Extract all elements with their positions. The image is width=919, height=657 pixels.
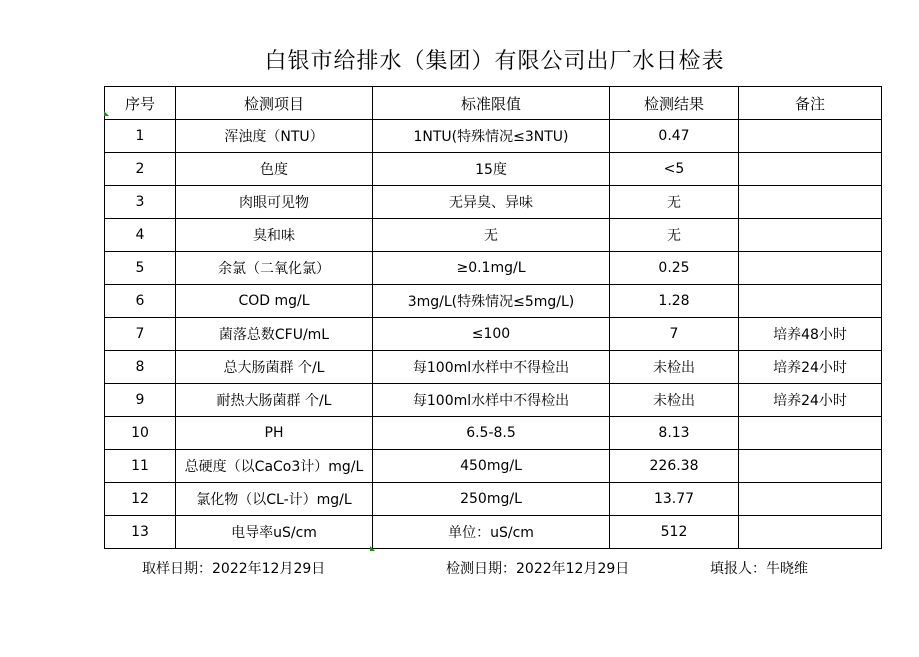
- page-title: 白银市给排水（集团）有限公司出厂水日检表: [264, 49, 725, 74]
- cell-item: 余氯（二氧化氯）: [176, 252, 373, 285]
- cell-remark: 培养48小时: [739, 318, 882, 351]
- inspection-table: [104, 86, 882, 549]
- table-row: [105, 252, 882, 285]
- cell-remark: [739, 483, 882, 516]
- cell-standard: 6.5-8.5: [373, 417, 610, 450]
- cell-item: 电导率uS/cm: [176, 516, 373, 549]
- header-item: 检测项目: [176, 87, 373, 120]
- table-body: [105, 120, 882, 549]
- header-index: 序号: [105, 87, 176, 120]
- cell-standard: 1NTU(特殊情况≤3NTU): [373, 120, 610, 153]
- cell-standard: 450mg/L: [373, 450, 610, 483]
- test-date: 检测日期：2022年12月29日: [446, 561, 630, 577]
- cell-marker-icon: [370, 546, 375, 551]
- table-row: [105, 186, 882, 219]
- cell-index: 6: [105, 285, 176, 318]
- cell-remark: [739, 252, 882, 285]
- cell-remark: 培养24小时: [739, 384, 882, 417]
- cell-remark: [739, 120, 882, 153]
- cell-item: 色度: [176, 153, 373, 186]
- table-row: [105, 351, 882, 384]
- cell-standard: 15度: [373, 153, 610, 186]
- cell-standard: 每100ml水样中不得检出: [373, 351, 610, 384]
- cell-remark: [739, 516, 882, 549]
- cell-result: 8.13: [610, 417, 739, 450]
- cell-remark: 培养24小时: [739, 351, 882, 384]
- cell-standard: 无异臭、异味: [373, 186, 610, 219]
- cell-remark: [739, 417, 882, 450]
- cell-standard: 3mg/L(特殊情况≤5mg/L): [373, 285, 610, 318]
- cell-result: 512: [610, 516, 739, 549]
- cell-item: 总大肠菌群 个/L: [176, 351, 373, 384]
- table-row: [105, 285, 882, 318]
- table-row: [105, 318, 882, 351]
- cell-item: 氯化物（以CL-计）mg/L: [176, 483, 373, 516]
- cell-item: 菌落总数CFU/mL: [176, 318, 373, 351]
- cell-standard: 250mg/L: [373, 483, 610, 516]
- cell-result: 无: [610, 219, 739, 252]
- cell-index: 3: [105, 186, 176, 219]
- cell-standard: 无: [373, 219, 610, 252]
- table-row: [105, 450, 882, 483]
- cell-index: 11: [105, 450, 176, 483]
- table-row: [105, 120, 882, 153]
- cell-item: 浑浊度（NTU）: [176, 120, 373, 153]
- cell-remark: [739, 153, 882, 186]
- cell-standard: 单位：uS/cm: [373, 516, 610, 549]
- cell-standard: ≥0.1mg/L: [373, 252, 610, 285]
- cell-remark: [739, 450, 882, 483]
- cell-index: 12: [105, 483, 176, 516]
- cell-index: 5: [105, 252, 176, 285]
- table-row: [105, 516, 882, 549]
- cell-remark: [739, 219, 882, 252]
- cell-index: 8: [105, 351, 176, 384]
- table-header-row: [105, 87, 882, 120]
- header-standard: 标准限值: [373, 87, 610, 120]
- cell-remark: [739, 285, 882, 318]
- cell-index: 7: [105, 318, 176, 351]
- cell-result: 13.77: [610, 483, 739, 516]
- cell-item: 肉眼可见物: [176, 186, 373, 219]
- cell-standard: ≤100: [373, 318, 610, 351]
- table-row: [105, 384, 882, 417]
- table-row: [105, 219, 882, 252]
- cell-index: 13: [105, 516, 176, 549]
- cell-index: 10: [105, 417, 176, 450]
- cell-result: 未检出: [610, 384, 739, 417]
- cell-result: <5: [610, 153, 739, 186]
- cell-index: 9: [105, 384, 176, 417]
- header-remark: 备注: [739, 87, 882, 120]
- cell-item: PH: [176, 417, 373, 450]
- cell-result: 无: [610, 186, 739, 219]
- cell-item: 总硬度（以CaCo3计）mg/L: [176, 450, 373, 483]
- cell-index: 4: [105, 219, 176, 252]
- cell-result: 0.25: [610, 252, 739, 285]
- cell-result: 226.38: [610, 450, 739, 483]
- header-result: 检测结果: [610, 87, 739, 120]
- cell-standard: 每100ml水样中不得检出: [373, 384, 610, 417]
- cell-marker-icon: [104, 111, 109, 116]
- sample-date: 取样日期：2022年12月29日: [142, 561, 326, 577]
- cell-index: 2: [105, 153, 176, 186]
- cell-index: 1: [105, 120, 176, 153]
- cell-result: 0.47: [610, 120, 739, 153]
- cell-item: COD mg/L: [176, 285, 373, 318]
- cell-result: 7: [610, 318, 739, 351]
- cell-item: 耐热大肠菌群 个/L: [176, 384, 373, 417]
- cell-remark: [739, 186, 882, 219]
- cell-item: 臭和味: [176, 219, 373, 252]
- cell-result: 1.28: [610, 285, 739, 318]
- table-row: [105, 417, 882, 450]
- table-row: [105, 153, 882, 186]
- cell-result: 未检出: [610, 351, 739, 384]
- table-row: [105, 483, 882, 516]
- reporter: 填报人：牛晓维: [710, 561, 808, 577]
